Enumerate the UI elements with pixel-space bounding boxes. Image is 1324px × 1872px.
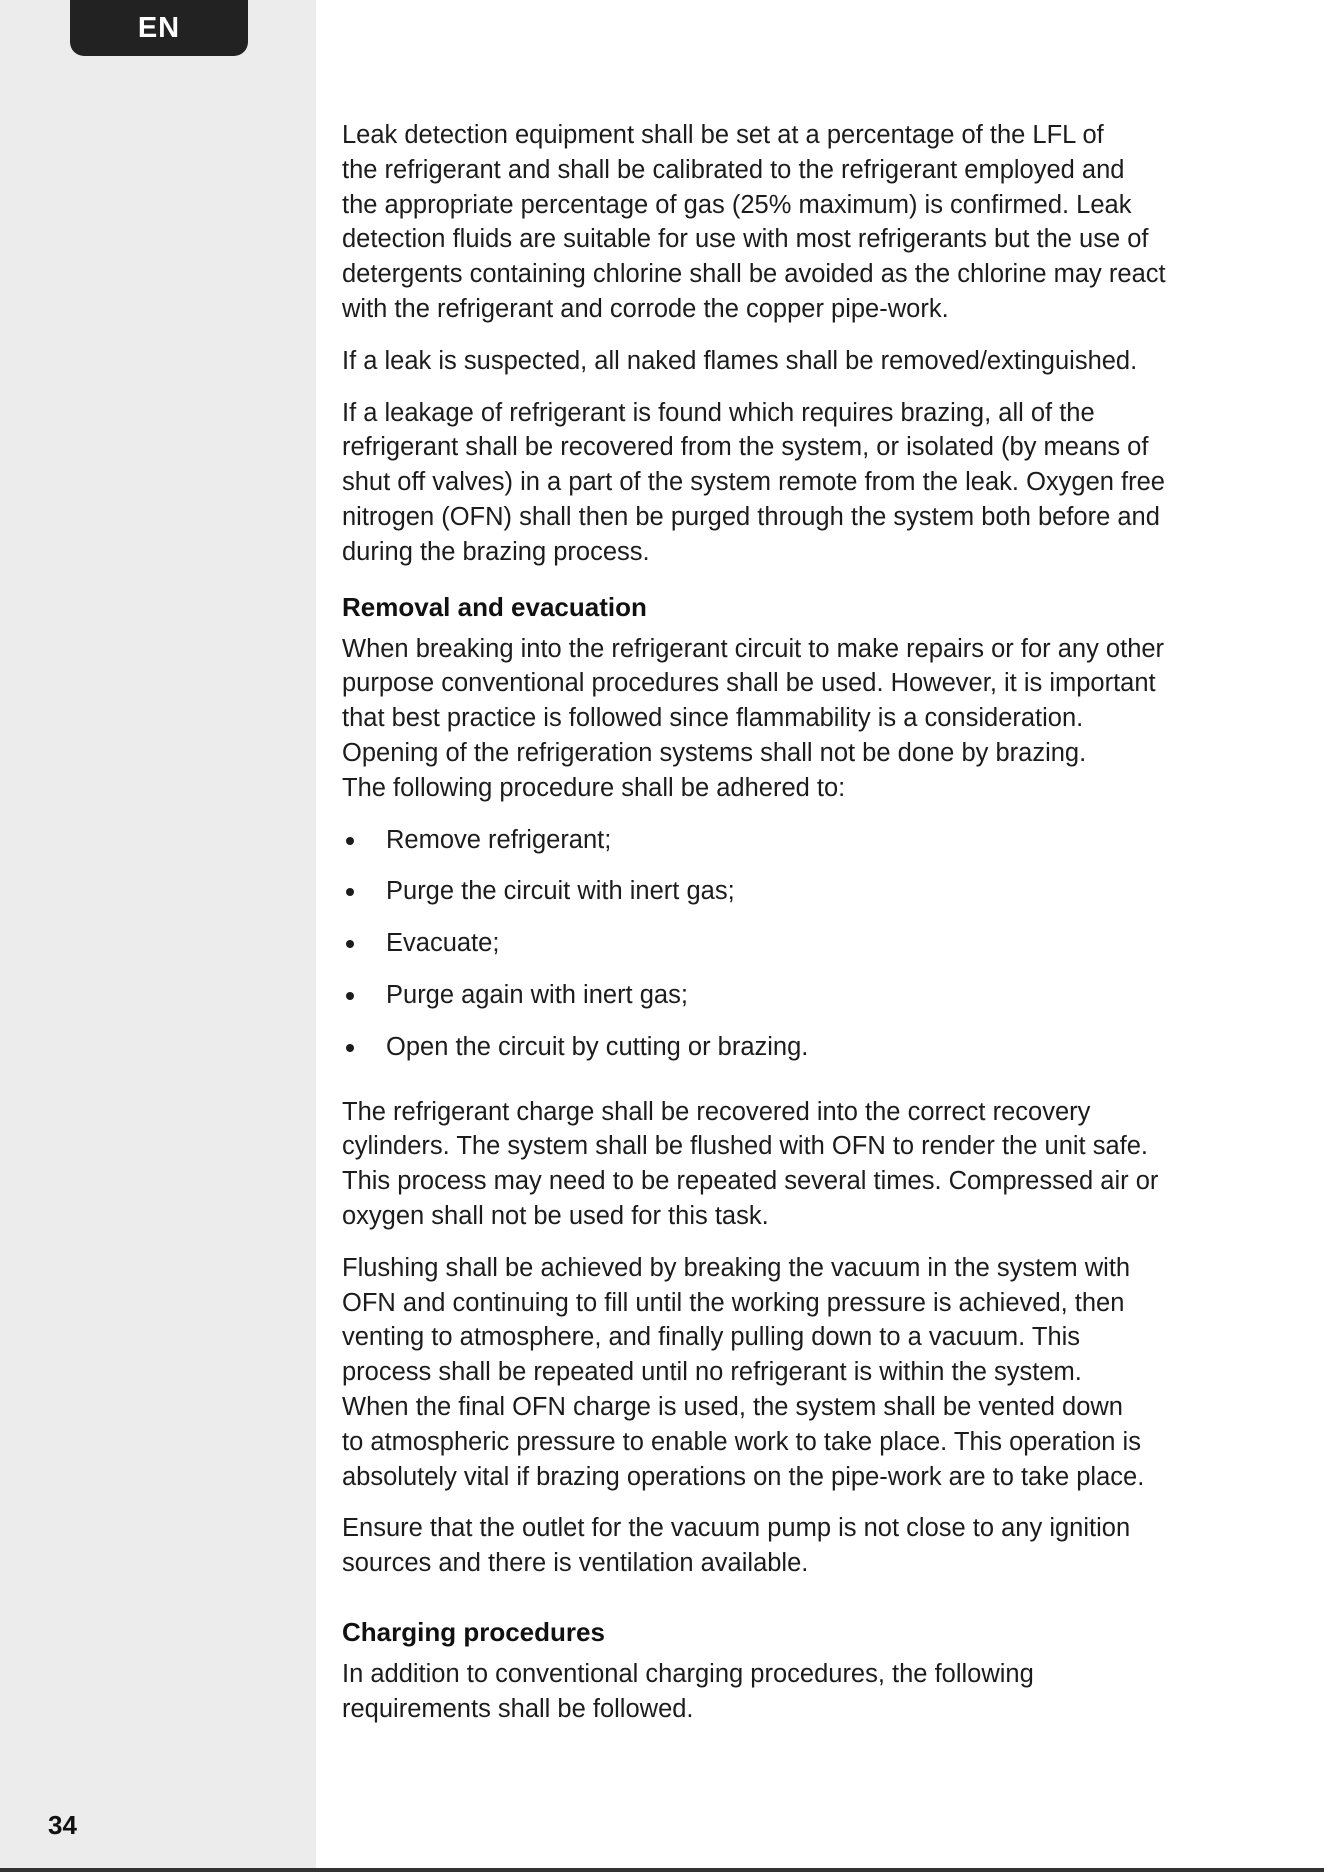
page-number: 34: [48, 1810, 77, 1840]
paragraph-leak-suspected: If a leak is suspected, all naked flames shall be removed/extinguished.: [342, 346, 1138, 375]
language-tab: EN: [70, 0, 248, 56]
bullet-icon: [346, 940, 354, 948]
page-margin-sidebar: [0, 0, 316, 1868]
list-item: [342, 1030, 1242, 1065]
bullet-icon: [346, 1044, 354, 1052]
list-item-text: Remove refrigerant;: [386, 825, 612, 854]
section-heading-charging-procedures: Charging procedures: [342, 1616, 605, 1647]
list-item: [342, 926, 1242, 961]
bullet-icon: [346, 992, 354, 1000]
procedure-step-list: [342, 823, 1242, 1065]
section-heading-removal-evacuation: Removal and evacuation: [342, 591, 647, 622]
list-item: [342, 823, 1242, 858]
list-item: [342, 978, 1242, 1013]
paragraph-flushing: Flushing shall be achieved by breaking the vacuum in the system with OFN and continuing to fill until the working pressure is achieved, then venting to atmosphere, and finally pulling down to a vacuum. This process shall be repeated until no refrigerant is within the system. When the final OFN charge is used, the system shall be vented down to atmospheric pressure to enable work to take place. This operation is absolutely vital if brazing operations on the pipe-work are to take place.: [342, 1253, 1145, 1491]
list-item: [342, 874, 1242, 909]
bullet-icon: [346, 837, 354, 845]
paragraph-charging-requirements: In addition to conventional charging procedures, the following requirements shall be followed.: [342, 1659, 1034, 1723]
list-item-text: Purge again with inert gas;: [386, 980, 688, 1009]
paragraph-breaking-into-circuit: When breaking into the refrigerant circuit to make repairs or for any other purpose conventional procedures shall be used. However, it is important that best practice is followed since flammability is a consideration. Opening of the refrigeration systems shall not be done by brazing. The following procedure shall be adhered to:: [342, 634, 1165, 802]
bottom-rule: [0, 1868, 1324, 1872]
paragraph-leakage-found: If a leakage of refrigerant is found which requires brazing, all of the refrigerant shall be recovered from the system, or isolated (by means of shut off valves) in a part of the system remote from the leak. Oxygen free nitrogen (OFN) shall then be purged through the system both before and during the brazing process.: [342, 398, 1165, 566]
paragraph-vacuum-pump-outlet: Ensure that the outlet for the vacuum pump is not close to any ignition sources and there is ventilation available.: [342, 1514, 1131, 1578]
document-body: [342, 118, 1242, 1743]
list-item-text: Open the circuit by cutting or brazing.: [386, 1032, 809, 1061]
list-item-text: Purge the circuit with inert gas;: [386, 877, 735, 906]
paragraph-charge-recovered: The refrigerant charge shall be recovered into the correct recovery cylinders. The system shall be flushed with OFN to render the unit safe. This process may need to be repeated several times. Compressed air or oxygen shall not be used for this task.: [342, 1097, 1159, 1230]
list-item-text: Evacuate;: [386, 929, 500, 958]
paragraph-leak-detection: Leak detection equipment shall be set at a percentage of the LFL of the refrigerant and shall be calibrated to the refrigerant employed and the appropriate percentage of gas (25% maximum) is confirmed. Leak detection fluids are suitable for use with most refrigerants but the use of detergents containing chlorine shall be avoided as the chlorine may react with the refrigerant and corrode the copper pipe-work.: [342, 121, 1166, 323]
bullet-icon: [346, 888, 354, 896]
